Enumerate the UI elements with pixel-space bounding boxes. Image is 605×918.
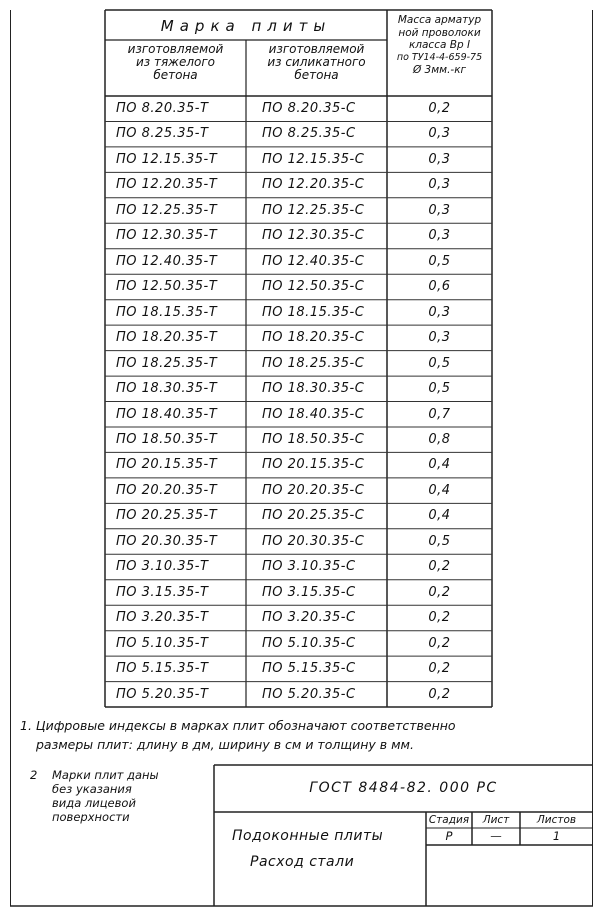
cell-steel-mass: 0,2 (428, 610, 451, 626)
cell-silicate-concrete-mark: ПО 5.15.35-С (262, 661, 356, 677)
cell-silicate-concrete-mark: ПО 12.15.35-С (262, 151, 365, 167)
cell-steel-mass: 0,2 (428, 559, 451, 575)
cell-steel-mass: 0,2 (428, 686, 451, 702)
header-mass-line: Масса арматур (397, 14, 482, 26)
cell-heavy-concrete-mark: ПО 18.50.35-Т (116, 431, 218, 447)
header-silicate-line: бетона (294, 68, 339, 82)
cell-silicate-concrete-mark: ПО 12.20.35-С (262, 177, 365, 193)
cell-heavy-concrete-mark: ПО 5.15.35-Т (116, 661, 209, 677)
cell-steel-mass: 0,2 (428, 101, 451, 116)
cell-silicate-concrete-mark: ПО 3.10.35-С (262, 559, 356, 575)
cell-silicate-concrete-mark: ПО 18.30.35-С (262, 381, 365, 397)
stamp-sheets-value: 1 (552, 829, 561, 843)
header-silicate-concrete (246, 43, 387, 82)
cell-silicate-concrete-mark: ПО 8.25.35-С (262, 126, 356, 142)
cell-heavy-concrete-mark: ПО 18.40.35-Т (116, 406, 218, 422)
cell-silicate-concrete-mark: ПО 20.25.35-С (262, 508, 365, 524)
cell-silicate-concrete-mark: ПО 3.15.35-С (262, 584, 356, 600)
cell-steel-mass: 0,5 (428, 355, 451, 371)
drawing-title-line: Расход стали (250, 854, 355, 870)
cell-heavy-concrete-mark: ПО 5.10.35-Т (116, 635, 209, 651)
cell-heavy-concrete-mark: ПО 20.20.35-Т (116, 482, 218, 498)
cell-silicate-concrete-mark: ПО 20.15.35-С (262, 457, 365, 473)
cell-steel-mass: 0,3 (428, 151, 451, 167)
note-2-line: вида лицевой (52, 796, 136, 810)
note-2-line: Марки плит даны (52, 768, 159, 782)
header-silicate-line: из силикатного (267, 55, 366, 69)
header-mass-line: по ТУ14-4-659-75 (396, 51, 483, 63)
header-heavy-line: изготовляемой (127, 42, 224, 56)
cell-steel-mass: 0,5 (428, 533, 451, 549)
cell-heavy-concrete-mark: ПО 20.15.35-Т (116, 457, 218, 473)
cell-silicate-concrete-mark: ПО 18.20.35-С (262, 330, 365, 346)
cell-heavy-concrete-mark: ПО 8.25.35-Т (116, 126, 209, 142)
cell-silicate-concrete-mark: ПО 8.20.35-С (262, 101, 356, 116)
cell-silicate-concrete-mark: ПО 3.20.35-С (262, 610, 356, 626)
cell-silicate-concrete-mark: ПО 20.20.35-С (262, 482, 365, 498)
cell-steel-mass: 0,5 (428, 381, 451, 397)
note-2-line: поверхности (52, 810, 130, 824)
header-mass-line: класса Вр I (408, 39, 471, 51)
cell-heavy-concrete-mark: ПО 5.20.35-Т (116, 686, 209, 702)
cell-heavy-concrete-mark: ПО 12.15.35-Т (116, 151, 218, 167)
cell-heavy-concrete-mark: ПО 12.20.35-Т (116, 177, 218, 193)
cell-steel-mass: 0,6 (428, 279, 451, 295)
note-2 (52, 768, 202, 824)
header-mass (387, 14, 492, 77)
note-2-number: 2 (30, 768, 38, 782)
cell-silicate-concrete-mark: ПО 5.20.35-С (262, 686, 356, 702)
cell-steel-mass: 0,4 (428, 482, 451, 498)
cell-heavy-concrete-mark: ПО 3.20.35-Т (116, 610, 209, 626)
cell-silicate-concrete-mark: ПО 18.40.35-С (262, 406, 365, 422)
cell-steel-mass: 0,2 (428, 661, 451, 677)
cell-heavy-concrete-mark: ПО 12.30.35-Т (116, 228, 218, 244)
cell-heavy-concrete-mark: ПО 20.30.35-Т (116, 533, 218, 549)
note-1 (20, 716, 456, 754)
cell-steel-mass: 0,4 (428, 457, 451, 473)
cell-silicate-concrete-mark: ПО 12.40.35-С (262, 253, 365, 269)
cell-silicate-concrete-mark: ПО 18.25.35-С (262, 355, 365, 371)
cell-steel-mass: 0,3 (428, 304, 451, 320)
cell-steel-mass: 0,3 (428, 126, 451, 142)
cell-steel-mass: 0,3 (428, 202, 451, 218)
cell-steel-mass: 0,2 (428, 584, 451, 600)
header-mark: Марка плиты (160, 17, 332, 35)
cell-silicate-concrete-mark: ПО 12.50.35-С (262, 279, 365, 295)
header-heavy-line: бетона (153, 68, 198, 82)
stamp-sheet-value: — (490, 829, 502, 843)
cell-steel-mass: 0,2 (428, 635, 451, 651)
cell-heavy-concrete-mark: ПО 3.10.35-Т (116, 559, 209, 575)
stamp-sheet-label: Лист (482, 814, 510, 826)
cell-steel-mass: 0,3 (428, 330, 451, 346)
cell-silicate-concrete-mark: ПО 18.15.35-С (262, 304, 365, 320)
cell-heavy-concrete-mark: ПО 18.15.35-Т (116, 304, 218, 320)
note-1-line-1: 1. Цифровые индексы в марках плит обозначают соответственно (20, 718, 456, 733)
header-heavy-line: из тяжелого (135, 55, 216, 69)
cell-heavy-concrete-mark: ПО 3.15.35-Т (116, 584, 209, 600)
cell-silicate-concrete-mark: ПО 18.50.35-С (262, 431, 365, 447)
cell-heavy-concrete-mark: ПО 12.50.35-Т (116, 279, 218, 295)
cell-heavy-concrete-mark: ПО 12.40.35-Т (116, 253, 218, 269)
cell-silicate-concrete-mark: ПО 20.30.35-С (262, 533, 365, 549)
header-heavy-concrete (105, 43, 246, 82)
cell-heavy-concrete-mark: ПО 18.30.35-Т (116, 381, 218, 397)
cell-heavy-concrete-mark: ПО 12.25.35-Т (116, 202, 218, 218)
cell-silicate-concrete-mark: ПО 5.10.35-С (262, 635, 356, 651)
note-1-line-2: размеры плит: длину в дм, ширину в см и толщину в мм. (36, 737, 414, 752)
cell-heavy-concrete-mark: ПО 18.20.35-Т (116, 330, 218, 346)
cell-steel-mass: 0,7 (428, 406, 451, 422)
drawing-title-line: Подоконные плиты (232, 828, 384, 844)
cell-heavy-concrete-mark: ПО 18.25.35-Т (116, 355, 218, 371)
header-mass-line: Ø 3мм.-кг (412, 64, 467, 76)
cell-silicate-concrete-mark: ПО 12.25.35-С (262, 202, 365, 218)
header-silicate-line: изготовляемой (268, 42, 365, 56)
gost-designation: ГОСТ 8484-82. 000 РС (309, 780, 498, 796)
stamp-stage-label: Стадия (428, 814, 470, 826)
cell-heavy-concrete-mark: ПО 20.25.35-Т (116, 508, 218, 524)
cell-steel-mass: 0,3 (428, 228, 451, 244)
cell-steel-mass: 0,3 (428, 177, 451, 193)
cell-heavy-concrete-mark: ПО 8.20.35-Т (116, 101, 209, 116)
cell-steel-mass: 0,5 (428, 253, 451, 269)
cell-silicate-concrete-mark: ПО 12.30.35-С (262, 228, 365, 244)
cell-steel-mass: 0,8 (428, 431, 451, 447)
stamp-stage-value: Р (445, 829, 453, 843)
drawing-title (232, 823, 422, 875)
note-2-line: без указания (52, 782, 132, 796)
cell-steel-mass: 0,4 (428, 508, 451, 524)
stamp-sheets-label: Листов (536, 814, 577, 826)
header-mass-line: ной проволоки (398, 26, 481, 39)
